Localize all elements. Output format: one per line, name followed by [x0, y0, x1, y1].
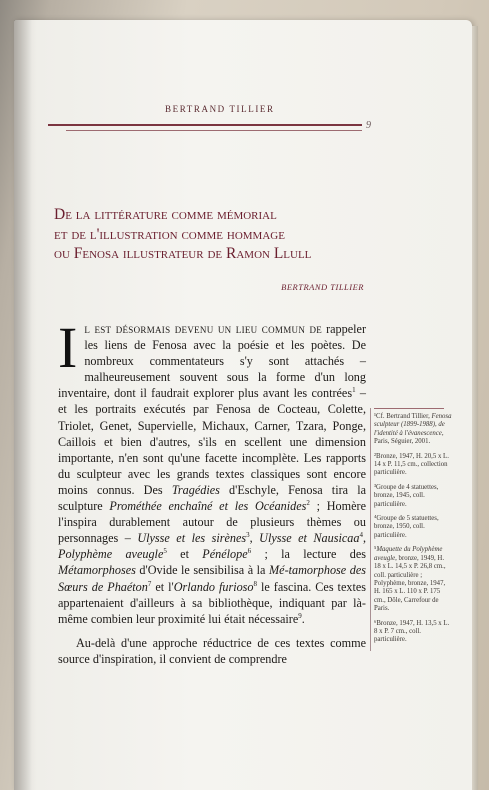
footnote-ref: 8 — [253, 579, 258, 588]
footnote-ref: 6 — [247, 547, 252, 556]
margin-note: ¹Cf. Bertrand Tillier, Fenosa sculpteur (1899-1988), de l'identité à l'évanescence, Paris, Séguier, 2001. — [374, 413, 452, 446]
footnote-ref: 7 — [147, 579, 152, 588]
margin-note: ³Groupe de 4 statuettes, bronze, 1945, coll. particulière. — [374, 483, 439, 508]
margin-note: ⁶Bronze, 1947, H. 13,5 x L. 8 x P. 7 cm., coll. particulière. — [374, 619, 450, 644]
footnote-ref: 9 — [298, 611, 302, 620]
title-line: De la littérature comme mémorial — [54, 206, 277, 223]
paragraph-2: Au-delà d'une approche réductrice de ces textes comme source d'inspiration, il convient de comprendre — [58, 635, 366, 666]
page-edge — [472, 26, 478, 790]
title-line: et de l'illustration comme hommage — [54, 225, 285, 243]
header-rule — [48, 124, 362, 126]
running-head: BERTRAND TILLIER — [165, 104, 275, 114]
margin-note: ⁴Groupe de 5 statuettes, bronze, 1950, coll. particulière. — [374, 515, 439, 539]
notes-rule — [374, 408, 444, 409]
footnote-ref: 5 — [163, 547, 167, 556]
margin-note: ²Bronze, 1947, H. 20,5 x L. 14 x P. 11,5 cm., collection particulière. — [374, 452, 449, 477]
lead-in: l est désormais devenu un lieu commun de — [84, 322, 323, 336]
drop-cap: I — [58, 315, 78, 380]
footnote-ref: 3 — [246, 531, 250, 540]
gutter-shadow — [14, 20, 32, 790]
chapter-author: BERTRAND TILLIER — [281, 282, 364, 292]
footnote-ref: 1 — [352, 386, 356, 395]
page-number: 9 — [366, 120, 371, 131]
body-text — [58, 315, 367, 679]
footnote-ref: 4 — [359, 531, 363, 540]
title-line: ou Fenosa illustrateur de Ramon Llull — [54, 245, 312, 262]
footnote-ref: 2 — [306, 498, 310, 507]
header-rule-thin — [66, 130, 362, 131]
chapter-title — [54, 205, 384, 264]
margin-note: ⁵Maquette du Polyphème aveugle, bronze, 1949, H. 18 x L. 14,5 x P. 26,8 cm., coll. particulière ; Polyphème, bronze, 1947, H. 165 x L. 110 x P. 175 cm., Dôle, Carrefour de Paris. — [374, 546, 446, 613]
margin-notes — [370, 408, 452, 651]
paragraph-1: Il est désormais devenu un lieu commun de rappeler les liens de Fenosa avec la poésie et les poètes. De nombreux commentateurs s'y sont attachés – malheureusement souvent sous la forme d'un long inventaire, dont il faudrait explorer plus avant les contrées$^1$ – et les portraits exécutés par Fenosa de Cocteau, Colette, Triolet, Genet, Supervielle, Michaux, Carner, Tzara, Ponge, Caillois et bien d'autres, s'ils en scellent une dimension importante, n'en sont qu'une facette incomplète. Les rapports du sculpteur avec les grands textes classiques sont encore moins connus. Des Tragédies d'Eschyle, Fenosa tira la sculpture Prométhée enchaîné et les Océanides$^2$ ; Homère l'inspira durablement autour de plusieurs thèmes ou personnages – Ulysse et les sirènes$^3$, Ulysse et Nausicaa$^4$, Polyphème aveugle$^5$ et Pénélope$^6$ ; la lecture des Métamorphoses d'Ovide le sensibilisa à la Mé-tamorphose des Sœurs de Phaéton$^7$ et l'Orlando furioso$^8$ le fascina. Ces textes appartenaient d'ailleurs à sa bibliothèque, indiquant par là-même combien leur proximité lui était nécessaire$^9$. — [58, 315, 367, 626]
